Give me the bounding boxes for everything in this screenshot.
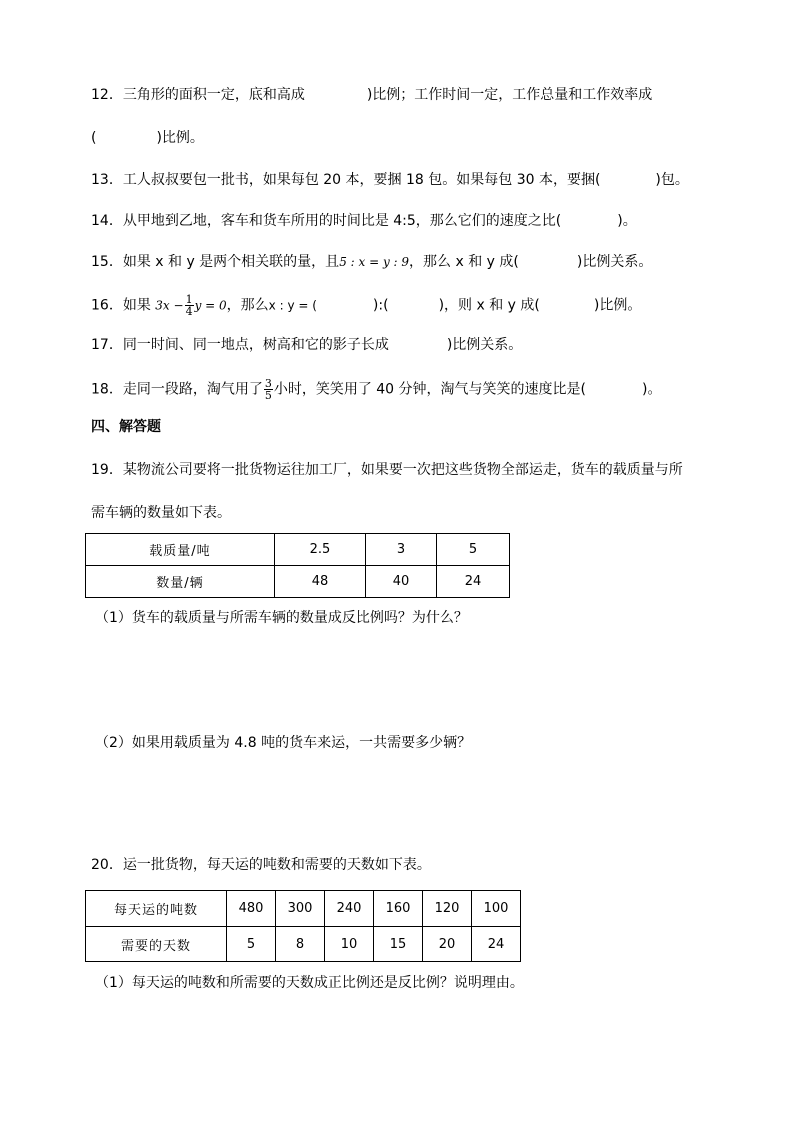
table-cell: 2.5	[275, 534, 366, 566]
question-17	[91, 335, 522, 355]
q16-text-a: 16．如果	[91, 297, 151, 314]
question-13	[91, 170, 689, 190]
q18-text-c: )。	[642, 381, 662, 398]
table-row	[86, 927, 521, 962]
table-cell: 300	[276, 891, 325, 927]
q16-fraction	[185, 294, 194, 317]
table-cell: 160	[374, 891, 423, 927]
table-cell: 10	[325, 927, 374, 962]
q12-text-c: (	[91, 130, 97, 146]
table-row	[86, 534, 510, 566]
q16-text-d: ):(	[372, 297, 389, 314]
q15-text-a: 15．如果 x 和 y 是两个相关联的量，且	[91, 254, 340, 270]
fraction-numerator: 1	[185, 293, 193, 306]
q16-text-c: x : y = (	[268, 298, 317, 313]
q18-text-b: 小时，笑笑用了 40 分钟，淘气与笑笑的速度比是(	[273, 381, 587, 398]
q13-text-b: )包。	[655, 172, 689, 188]
table-cell: 15	[374, 927, 423, 962]
table-cell: 24	[472, 927, 521, 962]
fraction-numerator: 3	[264, 377, 272, 390]
table-cell: 48	[275, 566, 366, 598]
q18-fraction	[264, 378, 273, 401]
question-19-cont: 需车辆的数量如下表。	[91, 505, 231, 521]
table-cell: 480	[227, 891, 276, 927]
q16-text-f: )比例。	[593, 297, 642, 314]
q14-text-b: )。	[617, 213, 637, 229]
q17-text-a: 17．同一时间、同一地点，树高和它的影子长成	[91, 337, 389, 353]
table-cell: 需要的天数	[86, 927, 227, 962]
table-cell: 每天运的吨数	[86, 891, 227, 927]
q15-math: 5 : x = y : 9	[339, 255, 410, 269]
q16-math-a: 3x −	[155, 298, 184, 313]
table-cell: 24	[437, 566, 510, 598]
q18-text-a: 18．走同一段路，淘气用了	[91, 381, 263, 398]
table-cell: 120	[423, 891, 472, 927]
q16-text-e: )，则 x 和 y 成(	[438, 297, 540, 314]
q12-text-a: 12．三角形的面积一定，底和高成	[91, 87, 305, 103]
q13-text-a: 13．工人叔叔要包一批书，如果每包 20 本，要捆 18 包。如果每包 30 本，要捆(	[91, 172, 601, 188]
table-cell: 240	[325, 891, 374, 927]
question-19-sub1: （1）货车的载质量与所需车辆的数量成反比例吗？为什么？	[95, 610, 468, 626]
question-20-sub1: （1）每天运的吨数和所需要的天数成正比例还是反比例？说明理由。	[95, 975, 524, 991]
q19-table	[85, 533, 510, 598]
question-12	[91, 85, 652, 105]
q12-text-b: )比例；工作时间一定，工作总量和工作效率成	[366, 87, 653, 103]
question-15	[91, 252, 652, 272]
question-14	[91, 211, 637, 231]
question-19: 19．某物流公司要将一批货物运往加工厂，如果要一次把这些货物全部运走，货车的载质量与所	[91, 462, 683, 478]
table-cell: 3	[366, 534, 437, 566]
q16-math-b: y = 0	[194, 298, 227, 313]
table-cell: 载质量/吨	[86, 534, 275, 566]
question-19-sub2: （2）如果用载质量为 4.8 吨的货车来运，一共需要多少辆？	[95, 735, 472, 751]
q15-text-c: )比例关系。	[576, 254, 653, 270]
q12-text-d: )比例。	[156, 130, 204, 146]
table-cell: 100	[472, 891, 521, 927]
table-cell: 5	[227, 927, 276, 962]
table-row	[86, 891, 521, 927]
fraction-denominator: 4	[185, 305, 193, 318]
question-20: 20．运一批货物，每天运的吨数和需要的天数如下表。	[91, 857, 431, 873]
table-cell: 40	[366, 566, 437, 598]
q16-text-b: ，那么	[226, 297, 269, 314]
question-16	[91, 294, 641, 317]
q20-table	[85, 890, 521, 962]
fraction-denominator: 5	[264, 389, 272, 402]
table-cell: 数量/辆	[86, 566, 275, 598]
table-cell: 20	[423, 927, 472, 962]
table-cell: 5	[437, 534, 510, 566]
q15-text-b: ，那么 x 和 y 成(	[409, 254, 519, 270]
q14-text-a: 14．从甲地到乙地，客车和货车所用的时间比是 4:5，那么它们的速度之比(	[91, 213, 562, 229]
question-12-cont	[91, 128, 204, 148]
section-heading: 四、解答题	[91, 419, 161, 435]
table-row	[86, 566, 510, 598]
table-cell: 8	[276, 927, 325, 962]
q17-text-b: )比例关系。	[446, 337, 523, 353]
question-18	[91, 378, 661, 401]
